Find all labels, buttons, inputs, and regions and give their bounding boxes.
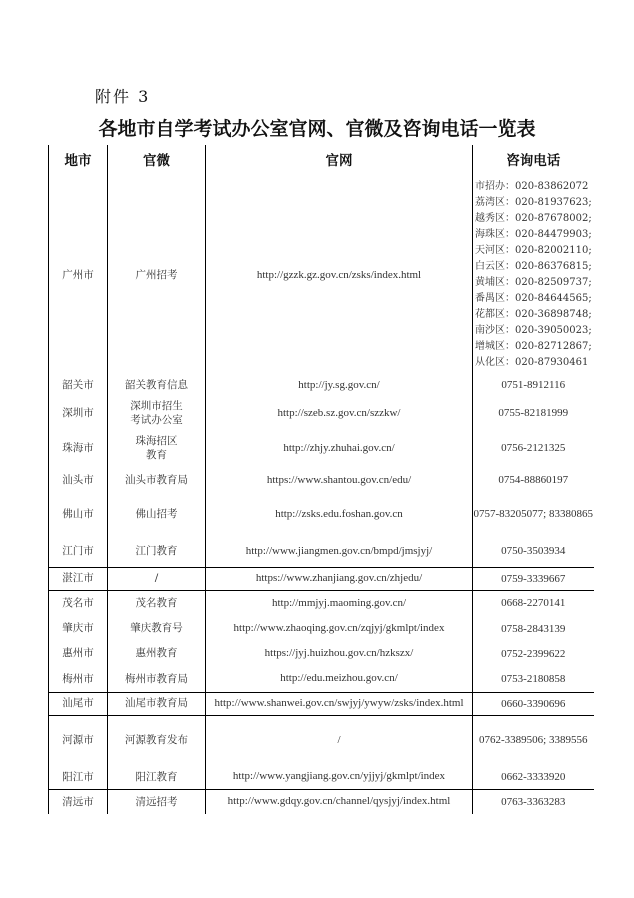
table-row (49, 641, 594, 666)
phone-line: 白云区：020-86376815; (475, 261, 592, 272)
phone-line: 增城区：020-82712867; (475, 341, 592, 352)
wechat-cell: 深圳市招生考试办公室 (108, 398, 206, 428)
website-link[interactable]: / (206, 715, 473, 765)
website-link[interactable]: http://zsks.edu.foshan.gov.cn (206, 492, 473, 536)
city-cell: 韶关市 (49, 372, 108, 398)
city-cell: 江门市 (49, 536, 108, 567)
city-cell: 佛山市 (49, 492, 108, 536)
phone-list (473, 178, 594, 372)
city-cell: 湛江市 (49, 567, 108, 590)
phone-cell: 0662-3333920 (473, 765, 594, 789)
table-row (49, 590, 594, 616)
contact-table (48, 145, 594, 814)
wechat-cell: 佛山招考 (108, 492, 206, 536)
website-link[interactable]: https://jyj.huizhou.gov.cn/hzkszx/ (206, 641, 473, 666)
city-cell: 汕头市 (49, 468, 108, 492)
table-row (49, 666, 594, 692)
phone-cell: 0750-3503934 (473, 536, 594, 567)
wechat-cell: 肇庆教育号 (108, 616, 206, 641)
phone-line: 南沙区：020-39050023; (475, 325, 592, 336)
phone-cell: 0752-2399622 (473, 641, 594, 666)
wechat-cell: 阳江教育 (108, 765, 206, 789)
city-cell: 梅州市 (49, 666, 108, 692)
city-cell: 珠海市 (49, 428, 108, 468)
website-link[interactable]: http://gzzk.gz.gov.cn/zsks/index.html (206, 178, 473, 372)
city-cell: 广州市 (49, 178, 108, 372)
website-link[interactable]: http://www.shanwei.gov.cn/swjyj/ywyw/zsks/index.html (206, 692, 473, 715)
website-link[interactable]: http://edu.meizhou.gov.cn/ (206, 666, 473, 692)
website-link[interactable]: http://www.yangjiang.gov.cn/yjjyj/gkmlpt/index (206, 765, 473, 789)
website-link[interactable]: http://szeb.sz.gov.cn/szzkw/ (206, 398, 473, 428)
wechat-cell: 珠海招区教育 (108, 428, 206, 468)
website-link[interactable]: http://www.gdqy.gov.cn/channel/qysjyj/index.html (206, 789, 473, 814)
phone-line: 番禺区：020-84644565; (475, 293, 592, 304)
phone-cell: 0756-2121325 (473, 428, 594, 468)
phone-line: 天河区：020-82002110; (475, 245, 592, 256)
website-link[interactable]: http://zhjy.zhuhai.gov.cn/ (206, 428, 473, 468)
header-phone: 咨询电话 (473, 145, 594, 178)
phone-line: 黄埔区：020-82509737; (475, 277, 592, 288)
table-row (49, 398, 594, 428)
website-link[interactable]: http://mmjyj.maoming.gov.cn/ (206, 590, 473, 616)
city-cell: 清远市 (49, 789, 108, 814)
city-cell: 深圳市 (49, 398, 108, 428)
wechat-cell: 河源教育发布 (108, 715, 206, 765)
city-cell: 茂名市 (49, 590, 108, 616)
city-cell: 惠州市 (49, 641, 108, 666)
phone-cell: 0755-82181999 (473, 398, 594, 428)
wechat-cell: 汕头市教育局 (108, 468, 206, 492)
website-link[interactable]: http://www.zhaoqing.gov.cn/zqjyj/gkmlpt/index (206, 616, 473, 641)
table-row (49, 692, 594, 715)
phone-cell: 0759-3339667 (473, 567, 594, 590)
table-row (49, 765, 594, 789)
wechat-cell: 梅州市教育局 (108, 666, 206, 692)
wechat-cell: 茂名教育 (108, 590, 206, 616)
table-row (49, 178, 594, 372)
phone-cell: 0757-83205077; 83380865 (473, 492, 594, 536)
table-row (49, 428, 594, 468)
page-title: 各地市自学考试办公室官网、官微及咨询电话一览表 (98, 118, 536, 140)
phone-cell: 0763-3363283 (473, 789, 594, 814)
city-cell: 肇庆市 (49, 616, 108, 641)
city-cell: 汕尾市 (49, 692, 108, 715)
table-row (49, 536, 594, 567)
website-link[interactable]: https://www.zhanjiang.gov.cn/zhjedu/ (206, 567, 473, 590)
website-link[interactable]: https://www.shantou.gov.cn/edu/ (206, 468, 473, 492)
website-link[interactable]: http://www.jiangmen.gov.cn/bmpd/jmsjyj/ (206, 536, 473, 567)
wechat-cell: 韶关教育信息 (108, 372, 206, 398)
phone-cell: 0754-88860197 (473, 468, 594, 492)
phone-line: 花都区：020-36898748; (475, 309, 592, 320)
table-header (49, 145, 594, 178)
header-city: 地市 (49, 145, 108, 178)
wechat-cell: 广州招考 (108, 178, 206, 372)
wechat-cell: 汕尾市教育局 (108, 692, 206, 715)
wechat-cell: 清远招考 (108, 789, 206, 814)
phone-cell: 0762-3389506; 3389556 (473, 715, 594, 765)
phone-cell: 0660-3390696 (473, 692, 594, 715)
phone-line: 海珠区：020-84479903; (475, 229, 592, 240)
table-row (49, 492, 594, 536)
wechat-cell: / (108, 567, 206, 590)
phone-cell: 0758-2843139 (473, 616, 594, 641)
city-cell: 阳江市 (49, 765, 108, 789)
table-row (49, 616, 594, 641)
attachment-label: 附件 3 (95, 87, 151, 106)
phone-line: 从化区：020-87930461 (475, 357, 589, 368)
phone-cell: 0753-2180858 (473, 666, 594, 692)
table-row (49, 468, 594, 492)
phone-line: 荔湾区：020-81937623; (475, 197, 592, 208)
header-wechat: 官微 (108, 145, 206, 178)
table-row (49, 372, 594, 398)
header-website: 官网 (206, 145, 473, 178)
wechat-cell: 江门教育 (108, 536, 206, 567)
table-row (49, 567, 594, 590)
phone-cell: 0751-8912116 (473, 372, 594, 398)
website-link[interactable]: http://jy.sg.gov.cn/ (206, 372, 473, 398)
city-cell: 河源市 (49, 715, 108, 765)
phone-line: 越秀区：020-87678002; (475, 213, 592, 224)
phone-cell: 0668-2270141 (473, 590, 594, 616)
table-row (49, 715, 594, 765)
phone-line: 市招办：020-83862072 (475, 181, 589, 192)
table-row (49, 789, 594, 814)
wechat-cell: 惠州教育 (108, 641, 206, 666)
